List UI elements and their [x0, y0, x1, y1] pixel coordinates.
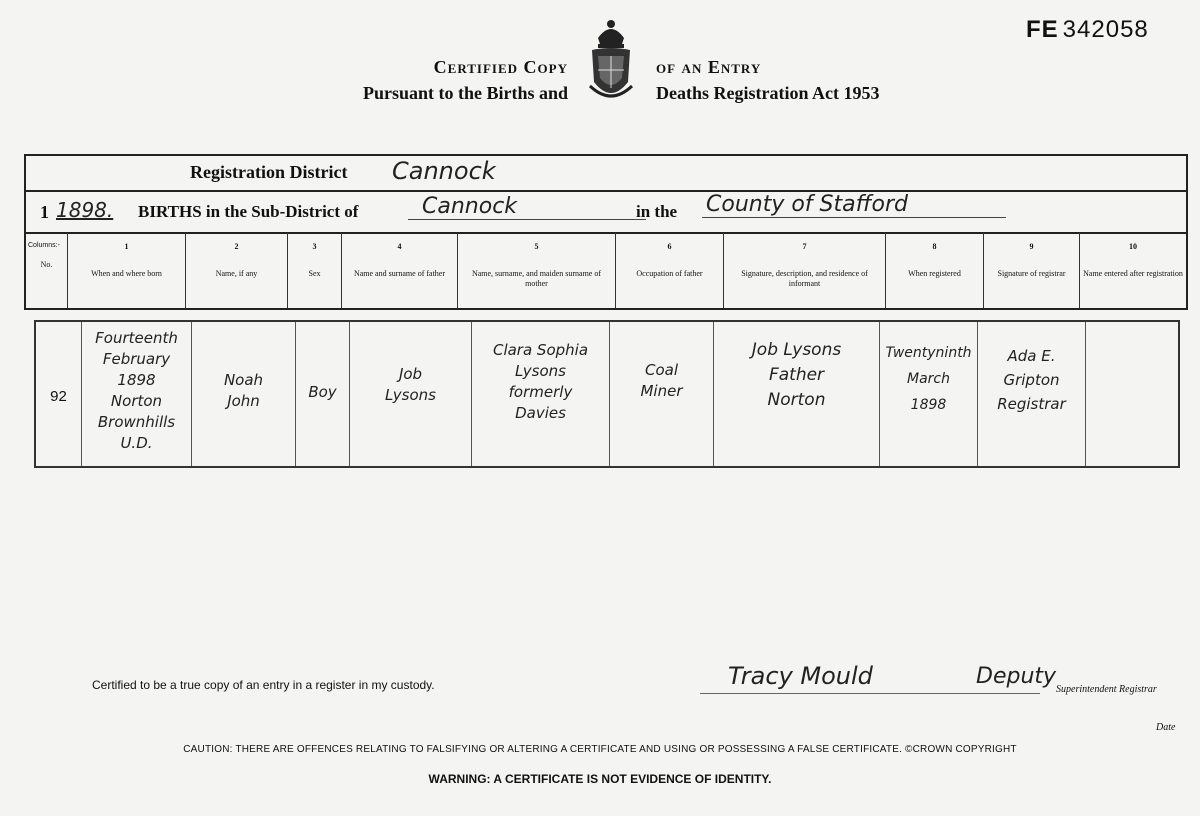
- royal-crest-icon: [584, 16, 638, 108]
- entry-col-father: Job Lysons: [350, 322, 472, 466]
- title-pursuant: Pursuant to the Births and: [362, 83, 568, 103]
- columns-label: Columns:-: [28, 242, 60, 249]
- county-value: County of Stafford: [702, 192, 1006, 218]
- entry-col-registered: Twentyninth March 1898: [880, 322, 978, 466]
- col-head-7: 7 Signature, description, and residence of informant: [724, 232, 886, 308]
- district-row: [26, 156, 1186, 192]
- signature: Tracy Mould: [728, 662, 873, 690]
- entry-col-mother: Clara Sophia Lysons formerly Davies: [472, 322, 610, 466]
- col-head-3: 3 Sex: [288, 232, 342, 308]
- entry-col-informant: Job Lysons Father Norton: [714, 322, 880, 466]
- county-label: in the: [636, 202, 678, 221]
- serial-prefix: FE: [1026, 16, 1059, 43]
- title-certified-copy: Certified Copy: [433, 57, 568, 77]
- subdistrict-value: Cannock: [408, 194, 646, 220]
- entry-col-registrar: Ada E. Gripton Registrar: [978, 322, 1086, 466]
- entry-number: 1: [40, 202, 49, 222]
- title-right: [656, 54, 956, 106]
- warning-notice: WARNING: A CERTIFICATE IS NOT EVIDENCE OF IDENTITY.: [428, 772, 772, 786]
- serial-digits: 342058: [1062, 16, 1149, 43]
- births-row: [26, 192, 1186, 234]
- caution-notice: CAUTION: THERE ARE OFFENCES RELATING TO FALSIFYING OR ALTERING A CERTIFICATE AND USING OR POSSESSING A FALSE CERTIFICATE. ©CROWN COPYRIGHT: [183, 744, 1017, 755]
- district-value: Cannock: [392, 157, 496, 185]
- col-head-6: 6 Occupation of father: [616, 232, 724, 308]
- certified-statement: Certified to be a true copy of an entry in a register in my custody.: [92, 678, 435, 692]
- entry-col-after-registration: [1086, 322, 1178, 466]
- col-head-5: 5 Name, surname, and maiden surname of mother: [458, 232, 616, 308]
- col-head-no: No.: [26, 232, 68, 308]
- title-left: [300, 54, 568, 106]
- col-head-8: 8 When registered: [886, 232, 984, 308]
- entry-year: 1898.: [56, 198, 114, 222]
- col-head-9: 9 Signature of registrar: [984, 232, 1080, 308]
- entry-col-no: [36, 322, 82, 466]
- entry-no: 92: [50, 388, 67, 405]
- deputy-signature: Deputy: [976, 664, 1057, 689]
- col-head-4: 4 Name and surname of father: [342, 232, 458, 308]
- births-label: BIRTHS in the Sub-District of: [138, 202, 359, 221]
- date-label: Date: [1156, 722, 1176, 733]
- title-of-an-entry: of an Entry: [656, 57, 762, 77]
- col-head-10: 10 Name entered after registration: [1083, 242, 1183, 278]
- entry-col-occupation: Coal Miner: [610, 322, 714, 466]
- title-act: Deaths Registration Act 1953: [656, 83, 880, 103]
- entry-col-sex: Boy: [296, 322, 350, 466]
- signature-line: [700, 693, 1040, 694]
- col-head-1: 1 When and where born: [68, 232, 186, 308]
- col-head-2: 2 Name, if any: [186, 232, 288, 308]
- superintendent-registrar-label: Superintendent Registrar: [1056, 684, 1157, 695]
- entry-col-when-where: Fourteenth February 1898 Norton Brownhills U.D.: [82, 322, 192, 466]
- serial-number: [1026, 16, 1149, 44]
- district-label: Registration District: [190, 162, 348, 182]
- entry-col-name: Noah John: [192, 322, 296, 466]
